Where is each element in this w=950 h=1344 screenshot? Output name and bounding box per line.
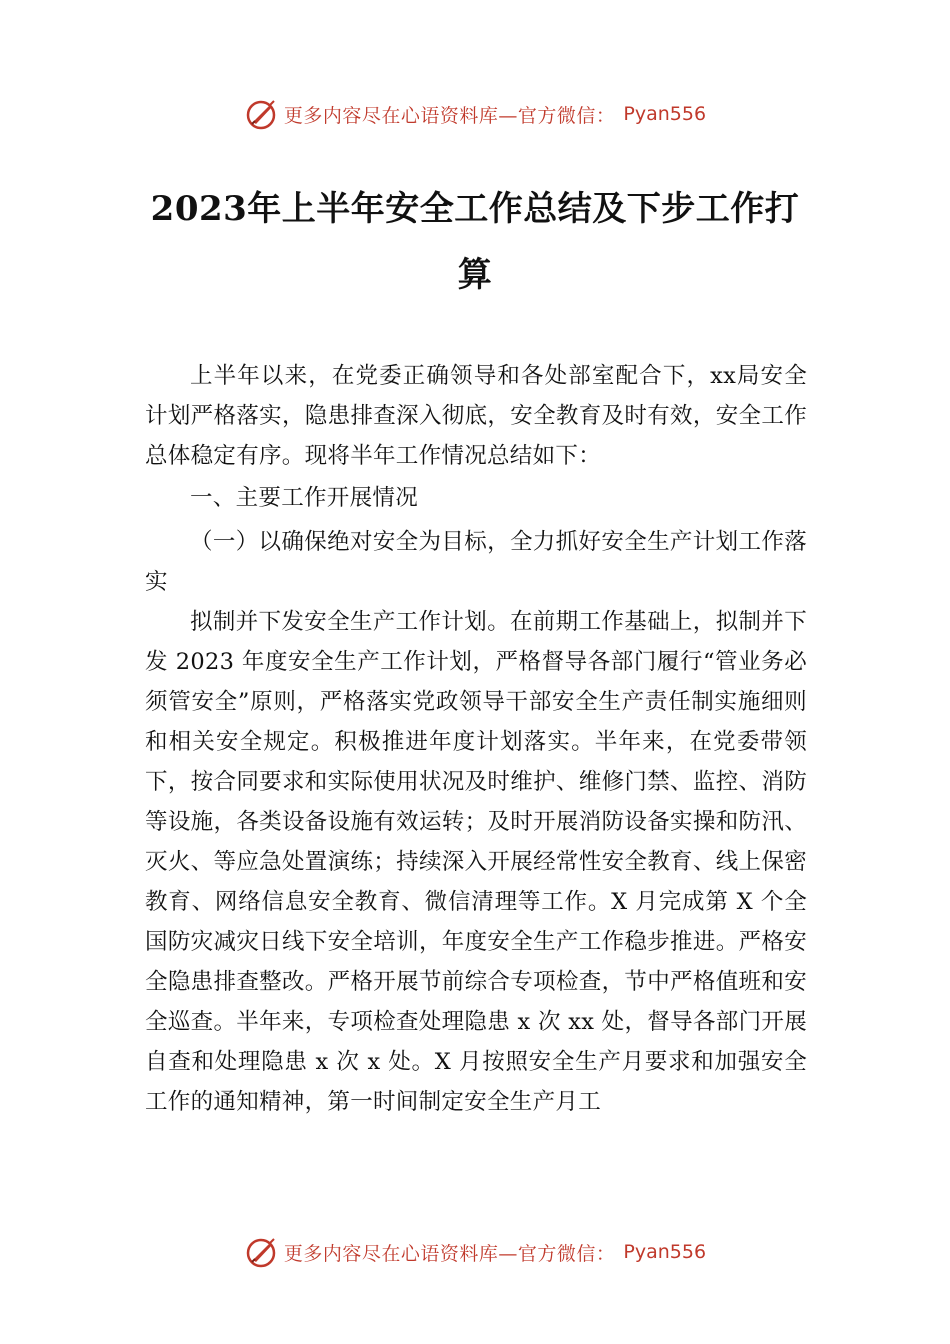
watermark-text: 更多内容尽在心语资料库—官方微信： (283, 1242, 616, 1265)
quill-logo-icon (244, 97, 278, 131)
footer-watermark (0, 1232, 950, 1272)
watermark-code: Pyan556 (623, 1241, 707, 1263)
section-heading: 一、主要工作开展情况 (190, 485, 419, 511)
watermark-code: Pyan556 (623, 103, 707, 125)
quill-logo-icon (244, 1235, 278, 1269)
body-paragraph: 拟制并下发安全生产工作计划。在前期工作基础上，拟制并下发 2023 年度安全生产工作计划，严格督导各部门履行“管业务必须管安全”原则，严格落实党政领导干部安全生产责任制实施细则和相关安全规定。积极推进年度计划落实。半年来，在党委带领下，按合同要求和实际使用状况及时维护、维修门禁、监控、消防等设施，各类设备设施有效运转；及时开展消防设备实操和防汛、灭火、等应急处置演练；持续深入开展经常性安全教育、线上保密教育、网络信息安全教育、微信清理等工作。X 月完成第 X 个全国防灾减灾日线下安全培训，年度安全生产工作稳步推进。严格安全隐患排查整改。严格开展节前综合专项检查，节中严格值班和安全巡查。半年来，专项检查处理隐患 x 次 xx 处，督导各部门开展自查和处理隐患 x 次 x 处。X 月按照安全生产月要求和加强安全工作的通知精神，第一时间制定安全生产月工 (145, 609, 807, 1115)
document-title: 2023年上半年安全工作总结及下步工作打算 (150, 189, 800, 295)
watermark-text: 更多内容尽在心语资料库—官方微信： (283, 104, 616, 127)
subsection-heading: （一）以确保绝对安全为目标，全力抓好安全生产计划工作落实 (145, 529, 807, 595)
header-watermark (0, 94, 950, 134)
document-body (145, 356, 807, 1122)
intro-paragraph: 上半年以来，在党委正确领导和各处部室配合下，xx局安全计划严格落实，隐患排查深入彻底，安全教育及时有效，安全工作总体稳定有序。现将半年工作情况总结如下： (145, 363, 807, 469)
